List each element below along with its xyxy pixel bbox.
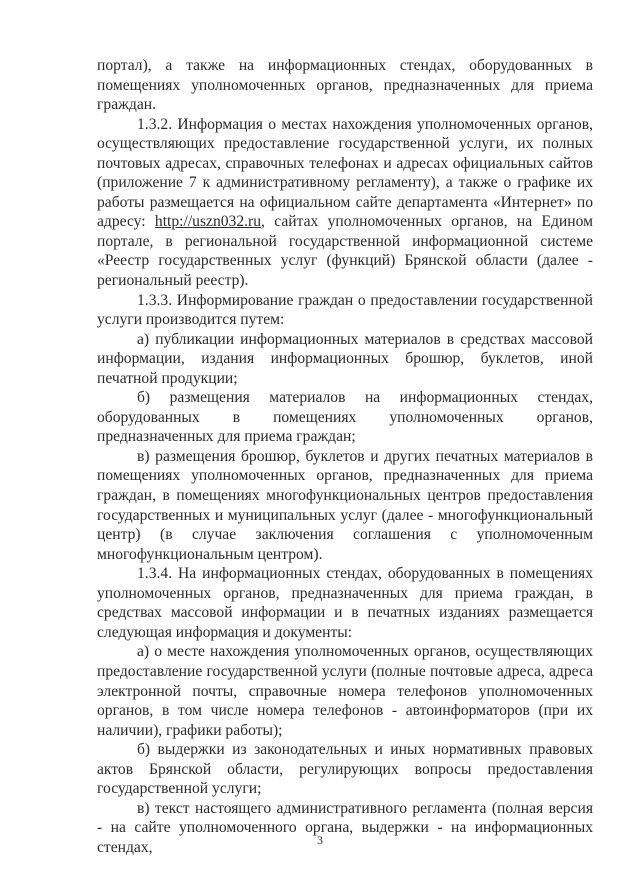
list-item-b: б) выдержки из законодательных и иных нормативных правовых актов Брянской области, регулирующих вопросы предоставления государственной услуги;: [97, 741, 593, 798]
page-number: 3: [317, 833, 323, 847]
website-link[interactable]: http://uszn032.ru: [154, 213, 262, 231]
paragraph-continuation: портал), а также на информационных стендах, оборудованных в помещениях уполномоченных органов, предназначенных для приема граждан.: [97, 57, 593, 114]
list-item-b: б) размещения материалов на информационных стендах, оборудованных в помещениях уполномоченных органов, предназначенных для приема граждан;: [97, 389, 593, 446]
paragraph-1-3-2: [97, 115, 593, 291]
list-item-v: в) текст настоящего административного регламента (полная версия - на сайте уполномоченного органа, выдержки - на информационных стендах,: [97, 799, 593, 856]
paragraph-1-3-3: 1.3.3. Информирование граждан о предоставлении государственной услуги производится путем:: [97, 291, 593, 329]
document-page: [97, 56, 593, 857]
paragraph-text: 1.3.2. Информация о местах нахождения уполномоченных органов, осуществляющих предоставление государственной услуги, их полных почтовых адресах, справочных телефонах и адресах официальных сайтов (приложение 7 к административному регламенту), а также о графике их работы размещается на официальном сайте департамента «Интернет» по адресу:: [97, 115, 593, 231]
list-item-a: а) публикации информационных материалов в средствах массовой информации, издания информационных брошюр, буклетов, иной печатной продукции;: [97, 330, 593, 387]
list-item-v: в) размещения брошюр, буклетов и других печатных материалов в помещениях уполномоченных органов, предназначенных для приема граждан, в помещениях многофункциональных центров предоставления государственных и муниципальных услуг (далее - многофункциональный центр) (в случае заключения соглашения с уполномоченным многофункциональным центром).: [97, 447, 593, 563]
paragraph-1-3-4: 1.3.4. На информационных стендах, оборудованных в помещениях уполномоченных органов, предназначенных для приема граждан, в средствах массовой информации и в печатных изданиях размещается следующая информация и документы:: [97, 565, 593, 641]
paragraph-text: , сайтах уполномоченных органов, на Едином портале, в региональной государственной информационной системе «Реестр государственных услуг (функций) Брянской области (далее - региональный реестр).: [97, 213, 593, 290]
list-item-a: а) о месте нахождения уполномоченных органов, осуществляющих предоставление государственной услуги (полные почтовые адреса, адреса электронной почты, справочные номера телефонов уполномоченных органов, в том числе номера телефонов - автоинформаторов (при их наличии), графики работы);: [97, 643, 593, 739]
